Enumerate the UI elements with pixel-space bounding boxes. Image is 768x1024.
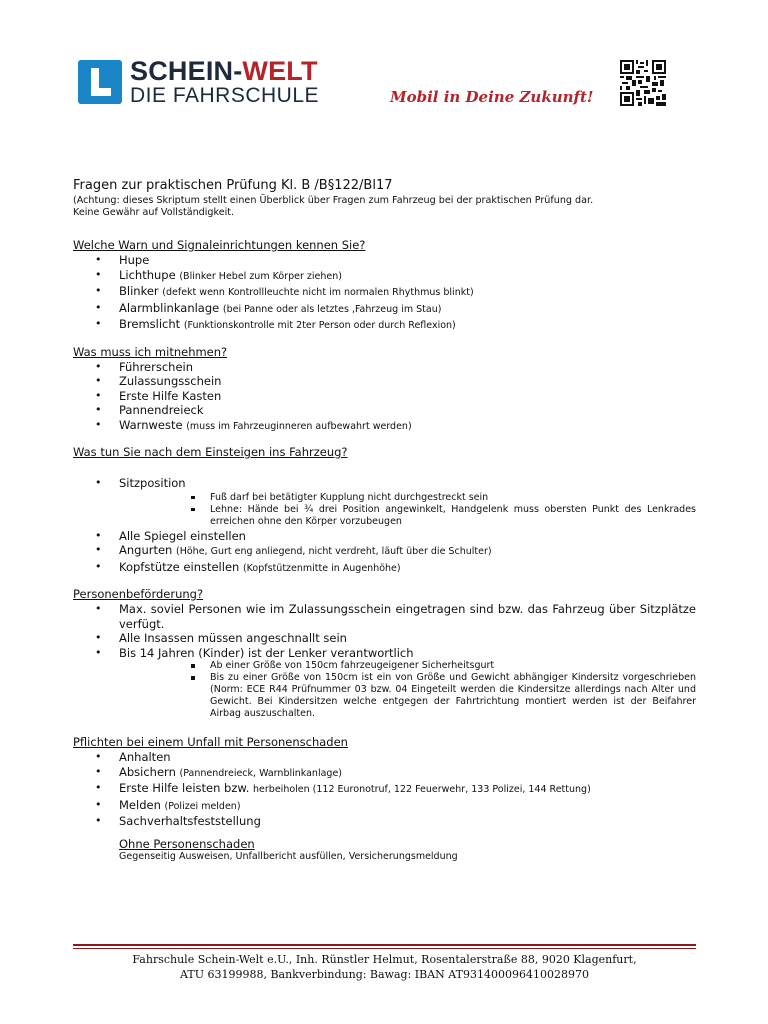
section-title-warn-signal: Welche Warn und Signaleinrichtungen kennen Sie? xyxy=(73,238,366,252)
document-note xyxy=(73,195,696,219)
brand-name xyxy=(130,56,318,87)
list-mitnehmen xyxy=(73,360,696,435)
letterhead xyxy=(78,58,678,118)
sub-item: Ab einer Größe von 150cm fahrzeugeigener Sicherheitsgurt xyxy=(73,660,696,672)
footer-divider xyxy=(73,944,696,946)
note-line: (Achtung: dieses Skriptum stellt einen Überblick über Fragen zum Fahrzeug bei der praktischen Prüfung dar. xyxy=(73,195,594,206)
sublist-sitzposition xyxy=(73,492,696,528)
sublist-kinder xyxy=(73,660,696,720)
list-item: • Angurten (Höhe, Gurt eng anliegend, nicht verdreht, läuft über die Schulter) xyxy=(73,543,696,560)
list-einsteigen xyxy=(73,476,696,491)
footer-line: Fahrschule Schein-Welt e.U., Inh. Rünstler Helmut, Rosentalerstraße 88, 9020 Klagenfurt, xyxy=(132,953,637,966)
sub-item: Fuß darf bei betätigter Kupplung nicht durchgestreckt sein xyxy=(73,492,696,504)
list-item: • Lichthupe (Blinker Hebel zum Körper ziehen) xyxy=(73,268,696,285)
sub-item: Bis zu einer Größe von 150cm ist ein von Größe und Gewicht abhängiger Kindersitz vorgeschrieben (Norm: ECE R44 Prüfnummer 03 bzw. 04 Eingeteilt werden die Kindersitze allerdings nach Alter und Gewicht. Bei Kindersitzen welche entgegen der Fahrtrichtung montiert werden ist der Beifahrer Airbag auszuschalten. xyxy=(73,672,696,720)
slogan: Mobil in Deine Zukunft! xyxy=(390,88,594,106)
list-item: • Bremslicht (Funktionskontrolle mit 2ter Person oder durch Reflexion) xyxy=(73,317,696,334)
list-item: • Anhalten xyxy=(73,750,696,765)
section-title-unfall: Pflichten bei einem Unfall mit Personenschaden xyxy=(73,735,348,749)
subsection-text-ohne-personenschaden: Gegenseitig Ausweisen, Unfallbericht ausfüllen, Versicherungsmeldung xyxy=(119,850,458,862)
footer-line: ATU 63199988, Bankverbindung: Bawag: IBAN AT931400096410028970 xyxy=(180,968,589,981)
list-item: • Blinker (defekt wenn Kontrollleuchte nicht im normalen Rhythmus blinkt) xyxy=(73,284,696,301)
qr-code-icon xyxy=(620,60,666,106)
list-personenbefoerderung xyxy=(73,602,696,660)
brand-name-part1: SCHEIN- xyxy=(130,56,243,86)
list-item: • Erste Hilfe Kasten xyxy=(73,389,696,404)
note-line: Keine Gewähr auf Vollständigkeit. xyxy=(73,207,235,218)
list-item: • Pannendreieck xyxy=(73,403,696,418)
list-item: • Bis 14 Jahren (Kinder) ist der Lenker verantwortlich xyxy=(73,646,696,661)
section-title-mitnehmen: Was muss ich mitnehmen? xyxy=(73,344,228,359)
brand-name-part2: WELT xyxy=(242,56,318,86)
list-item: • Alle Insassen müssen angeschnallt sein xyxy=(73,631,696,646)
list-item: • Zulassungsschein xyxy=(73,374,696,389)
list-item: • Erste Hilfe leisten bzw. herbeiholen (112 Euronotruf, 122 Feuerwehr, 133 Polizei, 144 Rettung) xyxy=(73,781,696,798)
list-item: • Alarmblinkanlage (bei Panne oder als letztes ,Fahrzeug im Stau) xyxy=(73,301,696,318)
section-title-personenbefoerderung: Personenbeförderung? xyxy=(73,587,204,601)
list-einsteigen-cont xyxy=(73,529,696,577)
subsection-title-ohne-personenschaden: Ohne Personenschaden xyxy=(119,836,255,851)
list-item: • Max. soviel Personen wie im Zulassungsschein eingetragen sind bzw. das Fahrzeug über Sitzplätze verfügt. xyxy=(73,602,696,631)
section-title-einsteigen: Was tun Sie nach dem Einsteigen ins Fahrzeug? xyxy=(73,445,348,459)
footer-divider xyxy=(73,948,696,949)
sub-item: Lehne: Hände bei ¾ drei Position angewinkelt, Handgelenk muss obersten Punkt des Lenkrades erreichen ohne den Körper vorzubeugen xyxy=(73,504,696,528)
document-title: Fragen zur praktischen Prüfung Kl. B /B§122/Bl17 xyxy=(73,178,393,193)
list-item: • Hupe xyxy=(73,253,696,268)
list-item: • Alle Spiegel einstellen xyxy=(73,529,696,544)
list-item: • Absichern (Pannendreieck, Warnblinkanlage) xyxy=(73,765,696,782)
list-item: • Kopfstütze einstellen (Kopfstützenmitte in Augenhöhe) xyxy=(73,560,696,577)
list-unfall xyxy=(73,750,696,829)
list-item: • Sitzposition xyxy=(73,476,696,491)
list-item: • Führerschein xyxy=(73,360,696,375)
list-item: • Warnweste (muss im Fahrzeuginneren aufbewahrt werden) xyxy=(73,418,696,435)
document-body xyxy=(73,177,696,863)
list-item: • Sachverhaltsfeststellung xyxy=(73,814,696,829)
l-plate-logo-icon xyxy=(78,60,122,104)
list-item: • Melden (Polizei melden) xyxy=(73,798,696,815)
list-warn-signal xyxy=(73,253,696,334)
brand-subtitle: DIE FAHRSCHULE xyxy=(130,84,320,107)
footer xyxy=(73,952,696,982)
